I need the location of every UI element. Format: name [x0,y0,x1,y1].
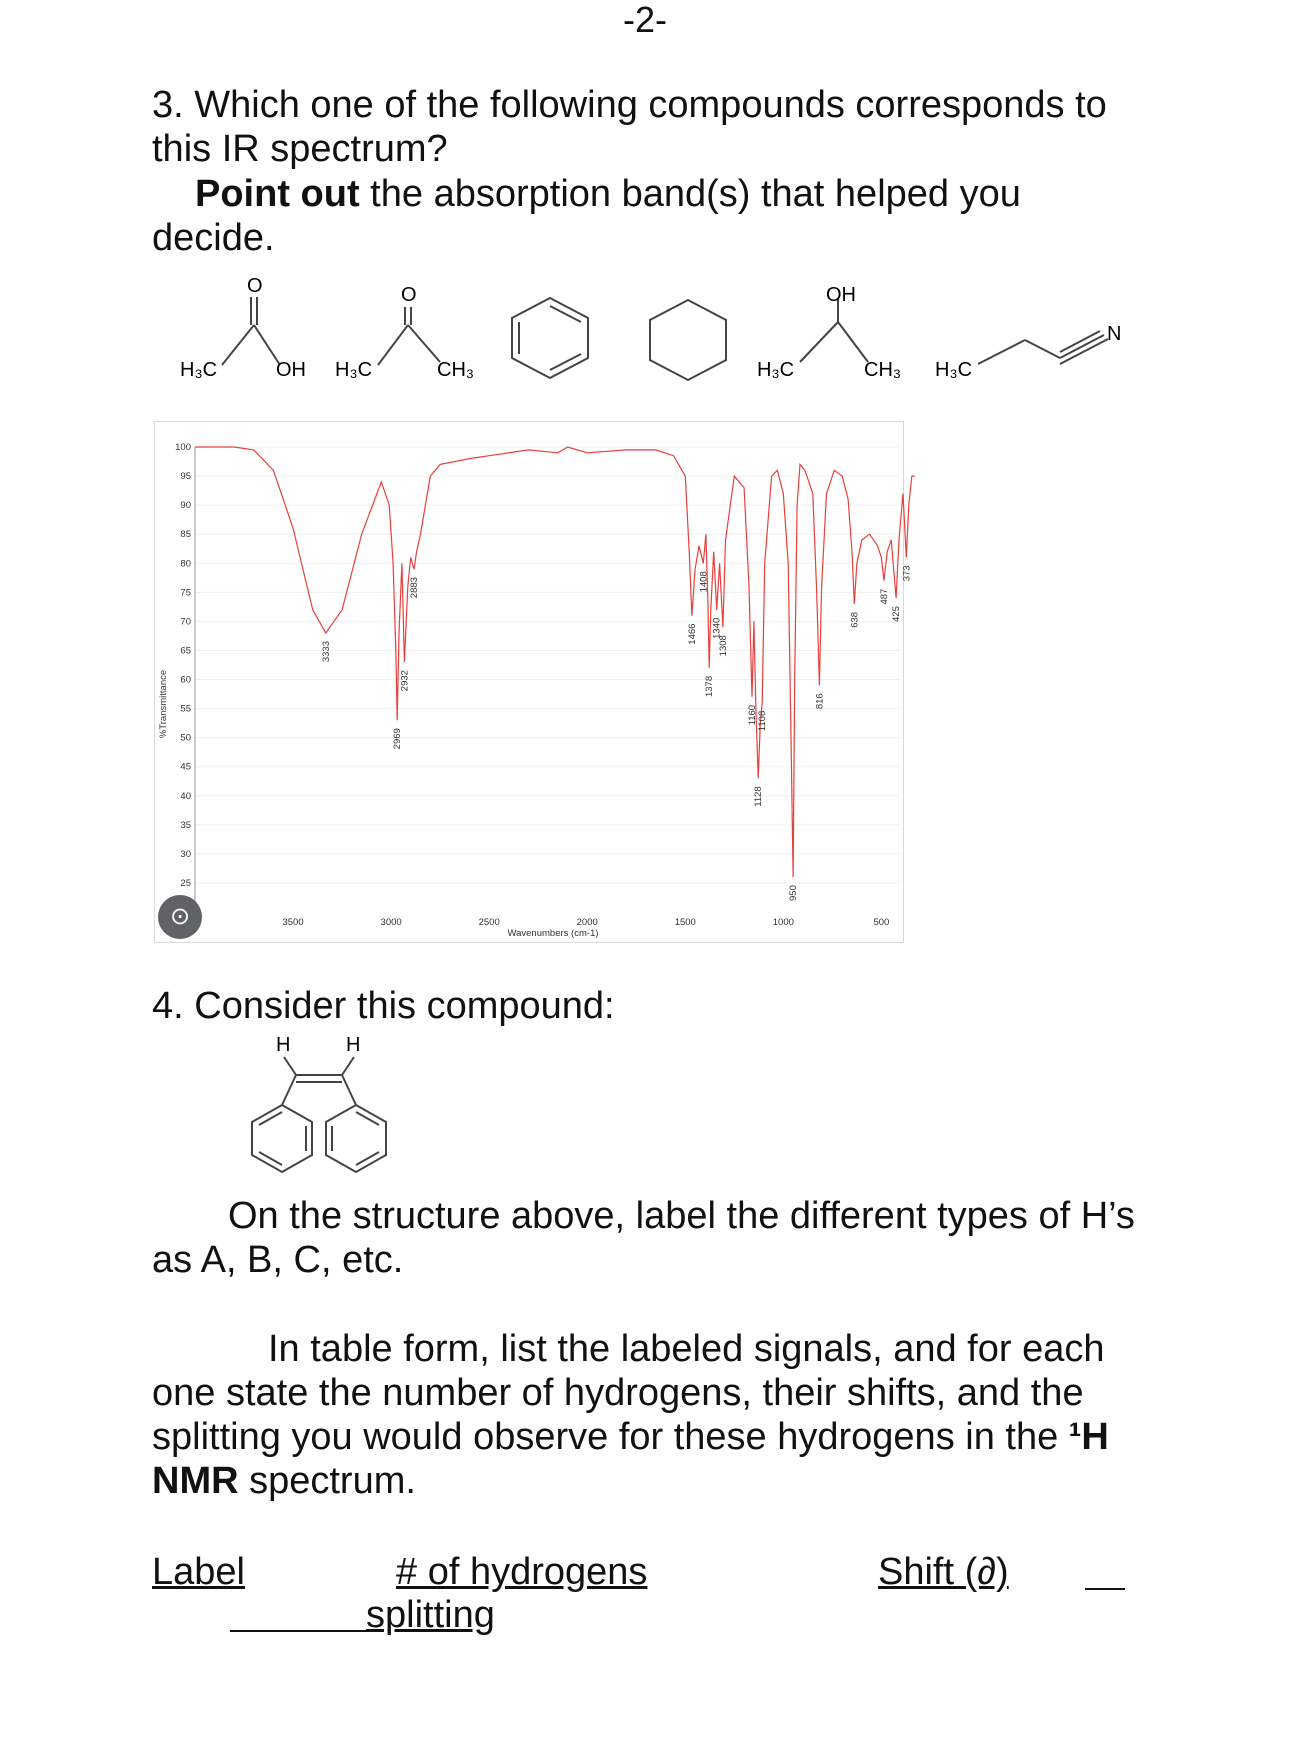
ir-x-tick-label: 2500 [478,917,500,928]
q4-nmr: NMR [152,1460,239,1502]
propionitrile-n: N [1107,323,1122,345]
q4-p2-line3 [152,1415,1152,1459]
ir-peak-label: 1108 [757,710,769,732]
ir-peak-label: 487 [878,588,890,605]
q4-heading: 4. Consider this compound: [152,985,615,1027]
q4-1h: ¹H [1068,1416,1109,1458]
acetic-acid-o: O [247,275,263,297]
ir-y-tick-label: 50 [180,732,191,744]
q3-line4: decide. [152,217,275,259]
ir-y-tick-label: 75 [180,587,191,599]
ir-x-tick-label: 2000 [576,917,598,928]
ir-peak-label: 1128 [753,786,765,807]
table-header-splitting: splitting [366,1594,495,1636]
ir-spectrum-chart [154,421,913,943]
table-header-label: Label [152,1551,245,1593]
acetone-o: O [401,284,417,306]
ir-peak-label: 950 [788,885,800,901]
ir-y-tick-label: 80 [180,558,191,570]
q4-p2-line3-text: splitting you would observe for these hydrogens in the [152,1416,1069,1458]
ir-x-axis-label: Wavenumbers (cm-1) [507,928,599,939]
ir-y-tick-label: 60 [180,674,191,686]
compound-structures [0,270,1290,400]
ir-spectrum-svg [155,422,913,942]
ir-y-tick-label: 35 [180,819,191,831]
table-header-shift: Shift (∂) [878,1551,1009,1593]
isopropanol-oh: OH [826,284,856,306]
ir-y-tick-label: 100 [175,442,191,453]
ir-y-tick-label: 55 [180,703,191,715]
q3-line3-rest: the absorption band(s) that helped you [359,173,1021,215]
acetic-acid-h3c: H₃C [180,359,218,381]
q4-p1-line1: On the structure above, label the different types of H’s [228,1195,1135,1237]
ir-x-tick-label: 3000 [380,917,402,928]
q3-line1: 3. Which one of the following compounds corresponds to [152,84,1107,126]
table-header-hydrogens: # of hydrogens [396,1551,648,1593]
isopropanol-ch3: CH₃ [864,359,902,381]
ir-peak-label: 1160 [746,704,758,726]
q3-line3 [195,172,1195,216]
lens-camera-icon[interactable]: ⊙ [158,895,202,939]
ir-y-tick-label: 85 [180,529,191,541]
cyclohexane-structure [650,300,726,380]
q4-p2-line2: one state the number of hydrogens, their shifts, and the [152,1372,1084,1414]
q3-line2: this IR spectrum? [152,128,448,170]
stilbene-h-left: H [276,1034,291,1056]
ir-peak-label: 638 [849,611,861,628]
acetic-acid-structure [222,297,280,365]
ir-peak-label: 3333 [320,641,332,663]
ir-x-tick-label: 3500 [282,917,304,928]
ir-peak-label: 1408 [698,571,710,593]
isopropanol-h3c: H₃C [757,359,795,381]
ir-y-axis-label: %Transmittance [158,669,169,739]
ir-y-tick-label: 40 [180,790,191,802]
ir-peak-label: 2932 [399,670,411,692]
ir-peak-label: 373 [901,565,913,582]
propionitrile-h3c: H₃C [935,359,973,381]
table-blank-line-left [230,1630,367,1632]
ir-peak-label: 425 [891,606,903,622]
stilbene-h-right: H [346,1034,361,1056]
ir-y-tick-label: 25 [180,877,191,889]
q3-point-out: Point out [195,173,360,215]
ir-x-tick-label: 500 [873,917,890,928]
page-number: -2- [623,0,667,40]
ir-x-tick-label: 1500 [674,917,696,928]
ir-peak-label: 1340 [711,617,723,639]
acetic-acid-oh: OH [276,359,306,381]
isopropanol-structure [800,298,868,362]
acetone-structure [378,307,440,365]
acetone-h3c: H₃C [335,359,373,381]
stilbene-structure [220,1033,440,1193]
ir-peak-label: 2969 [392,728,404,750]
ir-y-tick-label: 95 [180,471,191,483]
ir-peak-label: 1308 [717,635,729,657]
ir-transmittance-line [195,447,915,877]
ir-y-tick-label: 30 [180,848,191,860]
ir-y-tick-label: 70 [180,616,191,628]
table-blank-line-right [1085,1588,1125,1590]
q4-p2-line1: In table form, list the labeled signals, and for each [268,1328,1105,1370]
acetone-ch3: CH₃ [437,359,475,381]
ir-y-tick-label: 65 [180,645,191,657]
ir-peak-label: 1378 [704,675,716,698]
q4-p2-line4-text: spectrum. [238,1460,416,1502]
q4-p1-line2: as A, B, C, etc. [152,1239,404,1281]
ir-peak-label: 816 [814,693,826,710]
ir-y-tick-label: 90 [180,500,191,512]
ir-y-tick-label: 45 [180,761,191,773]
q4-p2-line4 [152,1459,1152,1503]
ir-peak-label: 2883 [409,577,421,599]
benzene-structure [512,298,588,378]
ir-peak-label: 1466 [686,623,698,645]
ir-x-tick-label: 1000 [772,917,794,928]
propionitrile-structure [978,331,1108,364]
